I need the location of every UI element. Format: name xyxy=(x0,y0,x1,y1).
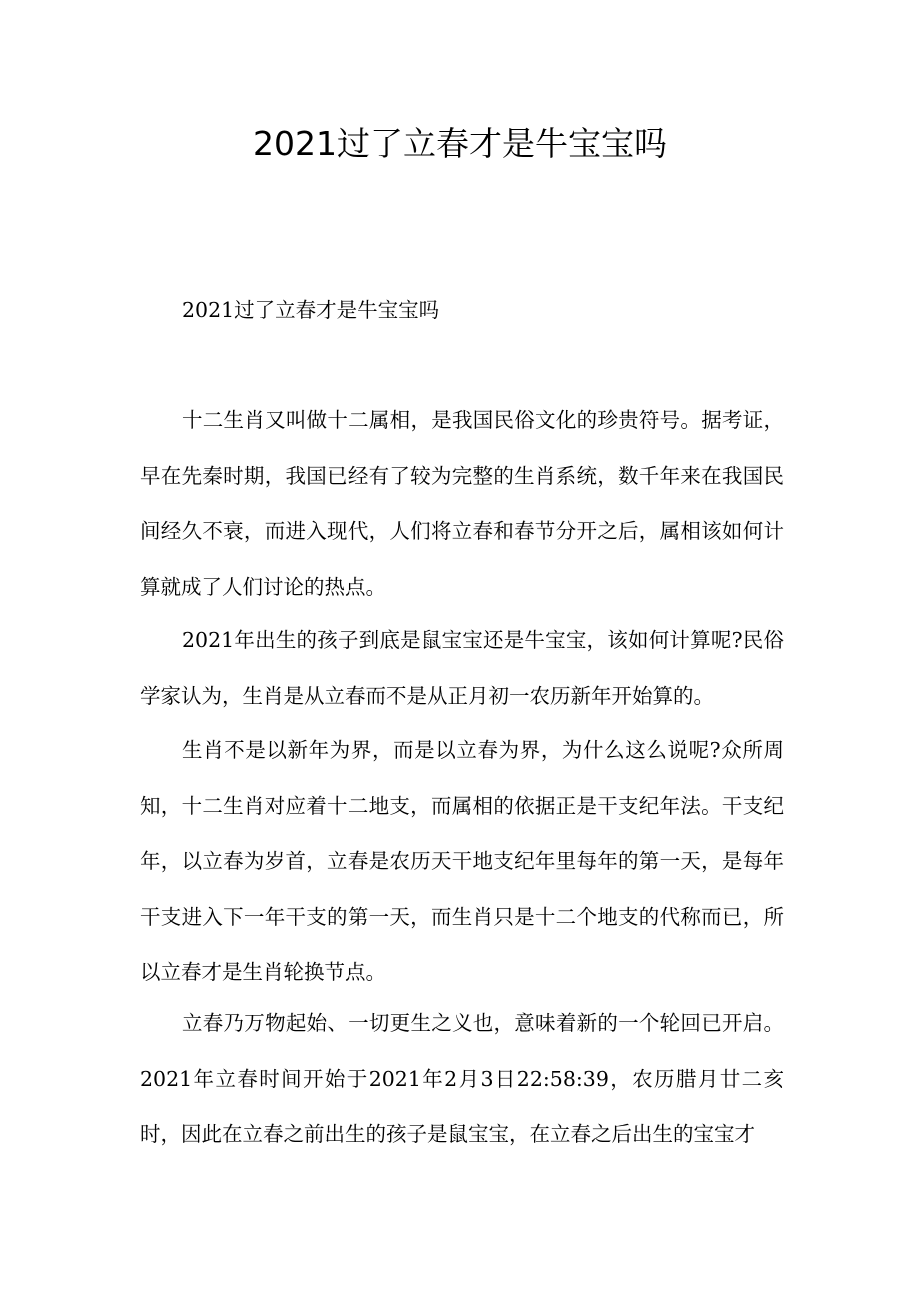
paragraph-4: 立春乃万物起始、一切更生之义也，意味着新的一个轮回已开启。2021年立春时间开始于2021年2月3日22:58:39，农历腊月廿二亥时，因此在立春之前出生的孩子是鼠宝宝，在立春之后出生的宝宝才 xyxy=(140,1011,784,1147)
paragraph-3: 生肖不是以新年为界，而是以立春为界，为什么这么说呢?众所周知，十二生肖对应着十二地支，而属相的依据正是干支纪年法。干支纪年，以立春为岁首，立春是农历天干地支纪年里每年的第一天，是每年干支进入下一年干支的第一天，而生肖只是十二个地支的代称而已，所以立春才是生肖轮换节点。 xyxy=(140,738,784,985)
document-title: 2021过了立春才是牛宝宝吗 xyxy=(253,124,667,163)
paragraph-2: 2021年出生的孩子到底是鼠宝宝还是牛宝宝，该如何计算呢?民俗学家认为，生肖是从立春而不是从正月初一农历新年开始算的。 xyxy=(140,628,784,708)
document-subtitle: 2021过了立春才是牛宝宝吗 xyxy=(182,298,440,322)
paragraph-1: 十二生肖又叫做十二属相，是我国民俗文化的珍贵符号。据考证，早在先秦时期，我国已经有了较为完整的生肖系统，数千年来在我国民间经久不衰，而进入现代，人们将立春和春节分开之后，属相该如何计算就成了人们讨论的热点。 xyxy=(140,408,784,599)
